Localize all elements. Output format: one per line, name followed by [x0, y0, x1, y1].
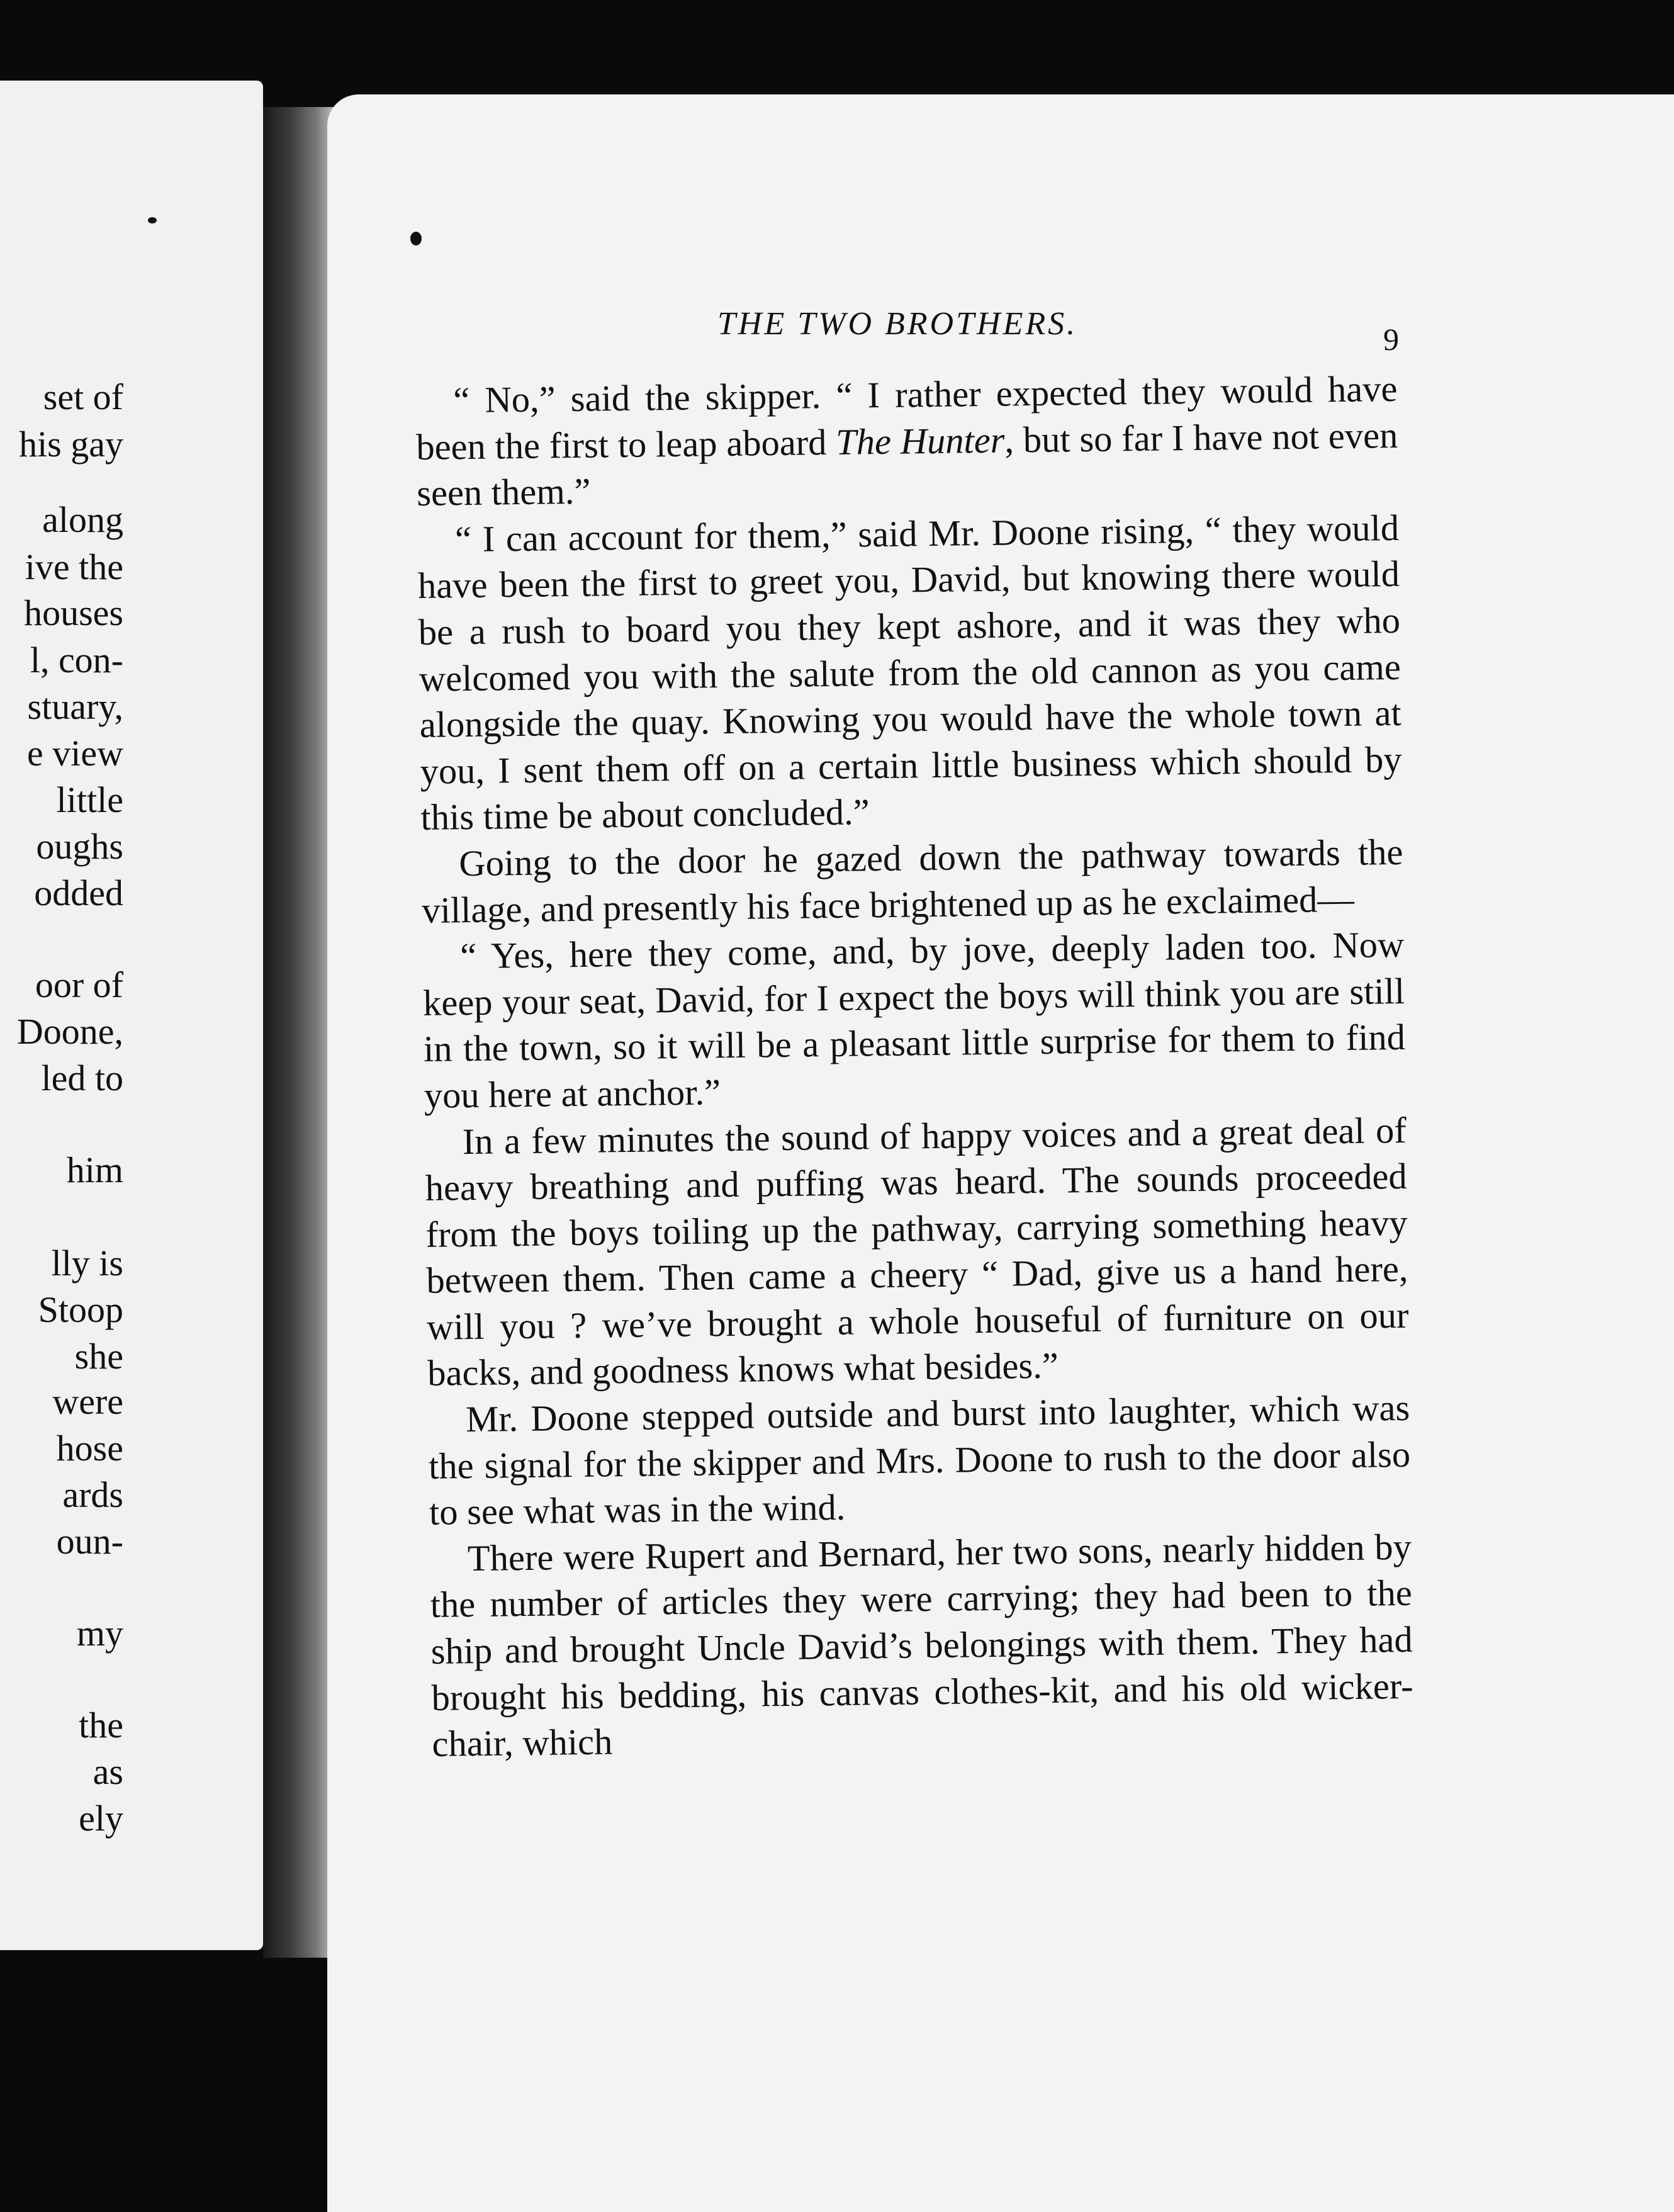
ink-speck: [410, 232, 422, 245]
running-head: THE TWO BROTHERS.: [717, 306, 1078, 342]
left-page-line: ive the: [25, 546, 123, 587]
left-page-line: my: [76, 1613, 123, 1654]
paragraph: Mr. Doone stepped outside and burst into laughter, which was the signal for the skipper and Mrs. Doone to rush to the door also to see what was in the wind.: [428, 1387, 1411, 1533]
left-page-line: Doone,: [16, 1011, 123, 1052]
page-number: 9: [1383, 322, 1399, 357]
left-page-line: oor of: [35, 964, 123, 1005]
ship-name: The Hunter: [835, 419, 1005, 463]
left-page-line: oughs: [36, 826, 123, 867]
paragraph: “ Yes, here they come, and, by jove, deeply laden too. Now keep your seat, David, for I expect the boys will think you are still in the town, so it will be a pleasant little surprise for them to find you here at anchor.”: [422, 924, 1406, 1116]
left-page-line: set of: [43, 376, 123, 417]
left-page-line: she: [74, 1336, 123, 1377]
ink-speck: [148, 217, 157, 223]
left-page-line: e view: [27, 733, 123, 774]
left-page-line: the: [79, 1705, 123, 1746]
left-page-line: led to: [41, 1058, 123, 1098]
paragraph: “ No,” said the skipper. “ I rather expected they would have been the first to leap aboard The Hunter, but so far I have not even seen them.”: [415, 368, 1398, 514]
paragraph: There were Rupert and Bernard, her two sons, nearly hidden by the number of articles they were carrying; they had been to the ship and brought Uncle David’s belongings with them. They had brought his bedding, his canvas clothes-kit, and his old wicker-chair, which: [430, 1526, 1413, 1765]
left-page-line: him: [66, 1149, 123, 1190]
previous-page-edge: [0, 81, 263, 1950]
paragraph: “ I can account for them,” said Mr. Doone rising, “ they would have been the first to greet you, David, but knowing there would be a rush to board you they kept ashore, and it was they who welcomed you with the salute from the old cannon as you came alongside the quay. Knowing you would have the whole town at you, I sent them off on a certain little business which should by this time be about concluded.”: [417, 507, 1402, 838]
left-page-line: houses: [24, 592, 123, 633]
left-page-line: hose: [56, 1428, 123, 1469]
body-text: [415, 366, 1414, 1768]
left-page-line: stuary,: [27, 686, 123, 727]
left-page-line: were: [52, 1381, 123, 1422]
paragraph: Going to the door he gazed down the pathway towards the village, and presently his face brightened up as he exclaimed—: [421, 831, 1403, 931]
left-page-line: ely: [79, 1798, 123, 1839]
left-page-line: oun-: [56, 1521, 123, 1562]
left-page-line: lly is: [51, 1243, 123, 1284]
left-page-line: ards: [62, 1474, 123, 1515]
left-page-line: l, con-: [30, 640, 123, 680]
left-page-line: little: [56, 779, 123, 820]
left-page-line: his gay: [19, 424, 123, 465]
paragraph: In a few minutes the sound of happy voices and a great deal of heavy breathing and puffing was heard. The sounds proceeded from the boys toiling up the pathway, carrying something heavy between them. Then came a cheery “ Dad, give us a hand here, will you ? we’ve brought a whole houseful of furniture on our backs, and goodness knows what besides.”: [425, 1109, 1409, 1394]
left-page-line: odded: [34, 872, 123, 913]
left-page-line: Stoop: [38, 1289, 123, 1330]
left-page-line: along: [42, 499, 123, 540]
left-page-line: as: [93, 1751, 123, 1792]
